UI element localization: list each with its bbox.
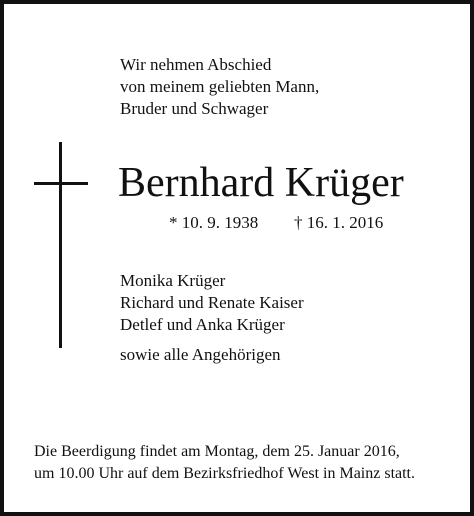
intro-line: Bruder und Schwager [120, 99, 269, 118]
mourners-list [120, 270, 304, 336]
cross-vertical-bar [59, 142, 62, 348]
mourner-name: Monika Krüger [120, 271, 226, 290]
mourner-name: Detlef und Anka Krüger [120, 315, 285, 334]
funeral-info [34, 441, 415, 485]
deceased-name: Bernhard Krüger [118, 160, 404, 206]
intro-line: Wir nehmen Abschied [120, 55, 272, 74]
funeral-line: um 10.00 Uhr auf dem Bezirksfriedhof West in Mainz statt. [34, 465, 415, 482]
cross-icon [34, 142, 88, 348]
intro-line: von meinem geliebten Mann, [120, 77, 320, 96]
death-date: † 16. 1. 2016 [294, 213, 384, 232]
intro-text [120, 54, 319, 120]
birth-date: * 10. 9. 1938 [169, 213, 259, 232]
funeral-line: Die Beerdigung findet am Montag, dem 25. Januar 2016, [34, 443, 400, 460]
cross-horizontal-bar [34, 182, 88, 185]
other-relatives: sowie alle Angehörigen [120, 345, 281, 364]
mourner-name: Richard und Renate Kaiser [120, 293, 304, 312]
